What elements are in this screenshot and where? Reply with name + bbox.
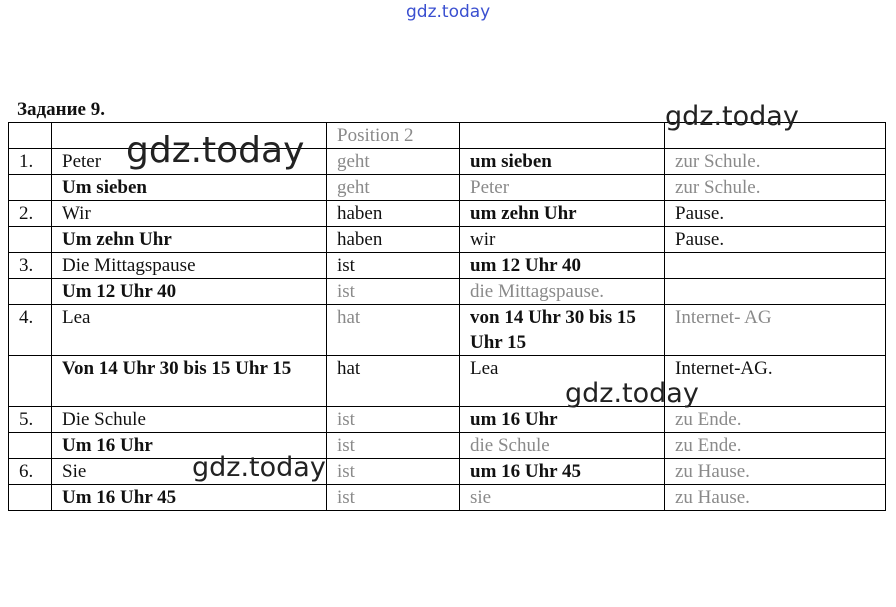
table-row <box>9 175 886 201</box>
row-number: 1. <box>9 149 52 175</box>
cell-subject: Lea <box>460 356 665 407</box>
cell-time: Um 16 Uhr 45 <box>52 485 327 511</box>
cell-subject: Wir <box>52 201 327 227</box>
row-number: 5. <box>9 407 52 433</box>
cell-time: Um sieben <box>52 175 327 201</box>
cell-subject: Die Schule <box>52 407 327 433</box>
cell-subject: sie <box>460 485 665 511</box>
row-number: 4. <box>9 305 52 356</box>
table-row <box>9 356 886 407</box>
cell-time: Um zehn Uhr <box>52 227 327 253</box>
cell-rest: zu Ende. <box>665 407 886 433</box>
cell-subject: Peter <box>460 175 665 201</box>
cell-time: um 12 Uhr 40 <box>460 253 665 279</box>
row-number <box>9 227 52 253</box>
cell-rest <box>665 253 886 279</box>
cell-verb: ist <box>327 253 460 279</box>
watermark: gdz.today <box>565 378 699 409</box>
table-row <box>9 485 886 511</box>
cell-time: Um 16 Uhr <box>52 433 327 459</box>
cell-verb: haben <box>327 201 460 227</box>
cell-subject: Sie <box>52 459 327 485</box>
row-number <box>9 175 52 201</box>
table-row <box>9 433 886 459</box>
cell-time: um 16 Uhr <box>460 407 665 433</box>
header-cell-position-3 <box>460 123 665 149</box>
table-row <box>9 407 886 433</box>
table-row <box>9 201 886 227</box>
cell-subject: die Mittagspause. <box>460 279 665 305</box>
table-row <box>9 279 886 305</box>
cell-rest: Internet- AG <box>665 305 886 356</box>
cell-rest: zu Ende. <box>665 433 886 459</box>
cell-time: Um 12 Uhr 40 <box>52 279 327 305</box>
cell-verb: hat <box>327 356 460 407</box>
watermark: gdz.today <box>126 130 305 171</box>
cell-rest: zur Schule. <box>665 149 886 175</box>
cell-verb: ist <box>327 433 460 459</box>
cell-time: Von 14 Uhr 30 bis 15 Uhr 15 <box>52 356 327 407</box>
cell-time: um sieben <box>460 149 665 175</box>
table-row <box>9 227 886 253</box>
cell-verb: haben <box>327 227 460 253</box>
row-number <box>9 433 52 459</box>
cell-rest: zur Schule. <box>665 175 886 201</box>
cell-verb: geht <box>327 149 460 175</box>
row-number <box>9 279 52 305</box>
cell-rest <box>665 279 886 305</box>
cell-time: um 16 Uhr 45 <box>460 459 665 485</box>
header-cell-position-2: Position 2 <box>327 123 460 149</box>
cell-subject: Die Mittagspause <box>52 253 327 279</box>
row-number: 3. <box>9 253 52 279</box>
cell-subject: wir <box>460 227 665 253</box>
cell-subject: die Schule <box>460 433 665 459</box>
watermark: gdz.today <box>192 452 326 483</box>
row-number: 6. <box>9 459 52 485</box>
row-number: 2. <box>9 201 52 227</box>
cell-verb: ist <box>327 279 460 305</box>
cell-verb: geht <box>327 175 460 201</box>
cell-verb: ist <box>327 459 460 485</box>
row-number <box>9 485 52 511</box>
cell-rest: zu Hause. <box>665 485 886 511</box>
cell-rest: Pause. <box>665 201 886 227</box>
cell-verb: ist <box>327 485 460 511</box>
cell-subject: Peter <box>52 149 327 175</box>
cell-subject: Lea <box>52 305 327 356</box>
watermark-top: gdz.today <box>406 2 491 22</box>
table-row <box>9 459 886 485</box>
watermark: gdz.today <box>665 101 799 132</box>
cell-rest: Pause. <box>665 227 886 253</box>
cell-verb: hat <box>327 305 460 356</box>
cell-verb: ist <box>327 407 460 433</box>
cell-time: um zehn Uhr <box>460 201 665 227</box>
row-number <box>9 356 52 407</box>
table-row <box>9 253 886 279</box>
table-row <box>9 305 886 356</box>
header-cell-number <box>9 123 52 149</box>
cell-time: von 14 Uhr 30 bis 15 Uhr 15 <box>460 305 665 356</box>
cell-rest: zu Hause. <box>665 459 886 485</box>
cell-rest: Internet-AG. <box>665 356 886 407</box>
task-title: Задание 9. <box>17 99 105 120</box>
word-order-table <box>8 122 886 511</box>
